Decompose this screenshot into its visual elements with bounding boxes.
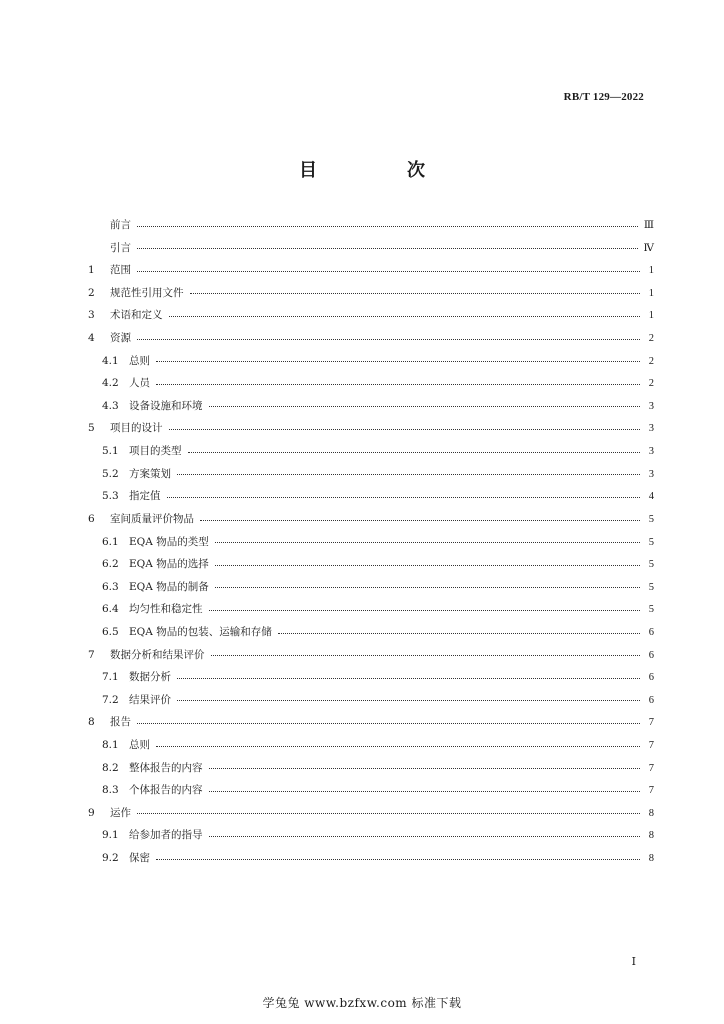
toc-dot-leader [177,474,640,475]
toc-dot-leader [209,610,641,611]
toc-entry[interactable] [88,734,654,757]
toc-entry-label: 结果评价 [129,693,171,706]
toc-entry-number: 2 [88,286,95,299]
toc-entry[interactable] [88,350,654,373]
toc-entry[interactable] [88,304,654,327]
toc-dot-leader [137,226,638,227]
toc-entry-page: 7 [648,785,654,797]
toc-entry[interactable] [88,372,654,395]
toc-entry-number: 6.1 [102,535,119,548]
toc-entry[interactable] [88,214,654,237]
toc-entry[interactable] [88,757,654,780]
toc-entry-label: 个体报告的内容 [129,784,203,797]
toc-entry-label: 项目的设计 [110,422,163,435]
toc-dot-leader [167,497,641,498]
toc-entry-label: 数据分析 [129,671,171,684]
toc-entry-page: 3 [648,446,654,458]
footer-watermark: 学兔兔 www.bzfxw.com 标准下载 [262,996,462,1010]
toc-entry-label: 规范性引用文件 [110,286,184,299]
toc-dot-leader [215,542,640,543]
toc-dot-leader [137,248,638,249]
toc-entry-label: 运作 [110,806,131,819]
toc-entry-label: 引言 [110,241,131,254]
toc-dot-leader [209,791,641,792]
toc-entry[interactable] [88,802,654,825]
toc-entry[interactable] [88,847,654,870]
toc-entry-label: 指定值 [129,490,161,503]
toc-entry-page: 6 [648,672,654,684]
toc-entry-number: 5.1 [102,445,119,458]
toc-entry-label: 室间质量评价物品 [110,512,194,525]
toc-entry-number: 4.3 [102,399,119,412]
toc-entry[interactable] [88,824,654,847]
toc-dot-leader [215,587,640,588]
toc-entry-page: 5 [648,559,654,571]
toc-entry-label: 术语和定义 [110,309,163,322]
toc-entry-page: 3 [648,423,654,435]
toc-dot-leader [156,859,640,860]
toc-entry[interactable] [88,779,654,802]
toc-entry-number: 4 [88,332,95,345]
toc-entry-number: 9.2 [102,852,119,865]
toc-entry-number: 5.3 [102,490,119,503]
toc-entry-page: 5 [648,604,654,616]
toc-entry-page: Ⅳ [643,242,654,254]
toc-entry-page: 8 [648,807,654,819]
toc-dot-leader [209,406,641,407]
toc-entry-page: 6 [648,694,654,706]
toc-entry-page: 7 [648,740,654,752]
toc-entry[interactable] [88,666,654,689]
toc-entry-number: 6.2 [102,558,119,571]
toc-entry-page: 7 [648,762,654,774]
toc-dot-leader [188,452,641,453]
toc-entry[interactable] [88,259,654,282]
toc-entry-label: 整体报告的内容 [129,761,203,774]
toc-entry[interactable] [88,644,654,667]
page-number: I [631,955,636,968]
toc-entry[interactable] [88,237,654,260]
toc-entry-number: 6.4 [102,603,119,616]
toc-entry[interactable] [88,508,654,531]
toc-entry[interactable] [88,711,654,734]
toc-dot-leader [169,316,641,317]
toc-entry-page: 5 [648,513,654,525]
toc-entry-page: 6 [648,626,654,638]
toc-entry[interactable] [88,463,654,486]
toc-entry[interactable] [88,598,654,621]
toc-entry-page: 7 [648,717,654,729]
toc-entry-page: Ⅲ [643,220,654,231]
toc-entry[interactable] [88,576,654,599]
toc-entry[interactable] [88,440,654,463]
toc-entry-label: 前言 [110,219,131,231]
toc-entry-number: 7.1 [102,671,119,684]
toc-entry-label: EQA 物品的类型 [129,535,209,548]
toc-entry-label: 总则 [129,739,150,752]
toc-entry-number: 4.2 [102,377,119,390]
toc-dot-leader [156,746,640,747]
toc-dot-leader [209,836,641,837]
toc-entry-label: 数据分析和结果评价 [110,648,205,661]
toc-entry-label: 人员 [129,377,150,390]
toc-entry-number: 8 [88,716,95,729]
toc-dot-leader [137,723,640,724]
toc-dot-leader [177,700,640,701]
toc-entry-page: 8 [648,853,654,865]
toc-dot-leader [137,813,640,814]
toc-entry-number: 6 [88,512,95,525]
toc-entry-label: 项目的类型 [129,445,182,458]
toc-entry-page: 6 [648,649,654,661]
toc-entry-number: 5.2 [102,467,119,480]
toc-dot-leader [278,633,640,634]
toc-entry-page: 1 [648,265,654,277]
toc-entry-label: 资源 [110,332,131,345]
toc-dot-leader [156,361,640,362]
toc-entry-label: EQA 物品的包装、运输和存储 [129,625,272,638]
toc-entry-label: 给参加者的指导 [129,829,203,842]
toc-entry-label: 报告 [110,716,131,729]
toc-entry-number: 6.5 [102,625,119,638]
toc-dot-leader [137,339,640,340]
toc-entry-page: 1 [648,310,654,322]
toc-dot-leader [177,678,640,679]
toc-entry-number: 6.3 [102,580,119,593]
toc-entry-label: EQA 物品的选择 [129,558,209,571]
toc-entry-page: 5 [648,581,654,593]
toc-entry-number: 5 [88,422,95,435]
toc-entry[interactable] [88,417,654,440]
toc-entry-page: 8 [648,830,654,842]
page-title: 目 次 [299,160,461,181]
toc-entry-page: 3 [648,468,654,480]
toc-dot-leader [211,655,641,656]
toc-entry-number: 9.1 [102,829,119,842]
toc-dot-leader [137,271,640,272]
toc-entry-page: 3 [648,400,654,412]
toc-entry-label: 保密 [129,852,150,865]
toc-dot-leader [209,768,641,769]
toc-entry-number: 4.1 [102,354,119,367]
toc-dot-leader [190,293,641,294]
toc-entry-number: 8.2 [102,761,119,774]
toc-entry[interactable] [88,282,654,305]
toc-dot-leader [156,384,640,385]
toc-entry-label: 总则 [129,354,150,367]
toc-entry[interactable] [88,395,654,418]
toc-entry-page: 5 [648,536,654,548]
toc-entry-page: 1 [648,287,654,299]
toc-entry[interactable] [88,553,654,576]
toc-entry-number: 1 [88,264,95,277]
toc-entry-label: 方案策划 [129,467,171,480]
toc-entry-number: 7 [88,648,95,661]
toc-entry[interactable] [88,531,654,554]
table-of-contents [88,214,654,870]
toc-entry-page: 2 [648,355,654,367]
toc-entry-label: 范围 [110,264,131,277]
toc-entry-label: 设备设施和环境 [129,399,203,412]
toc-dot-leader [215,565,640,566]
toc-entry[interactable] [88,327,654,350]
toc-entry-page: 2 [648,378,654,390]
toc-entry-label: EQA 物品的制备 [129,580,209,593]
toc-entry-page: 4 [648,491,654,503]
toc-dot-leader [169,429,641,430]
toc-entry[interactable] [88,621,654,644]
toc-entry[interactable] [88,485,654,508]
toc-entry-number: 8.1 [102,739,119,752]
toc-entry-page: 2 [648,333,654,345]
toc-entry-number: 3 [88,309,95,322]
toc-entry-number: 7.2 [102,693,119,706]
toc-entry[interactable] [88,689,654,712]
toc-entry-label: 均匀性和稳定性 [129,603,203,616]
toc-dot-leader [200,520,640,521]
document-code: RB/T 129—2022 [563,91,644,103]
toc-entry-number: 8.3 [102,784,119,797]
toc-entry-number: 9 [88,806,95,819]
